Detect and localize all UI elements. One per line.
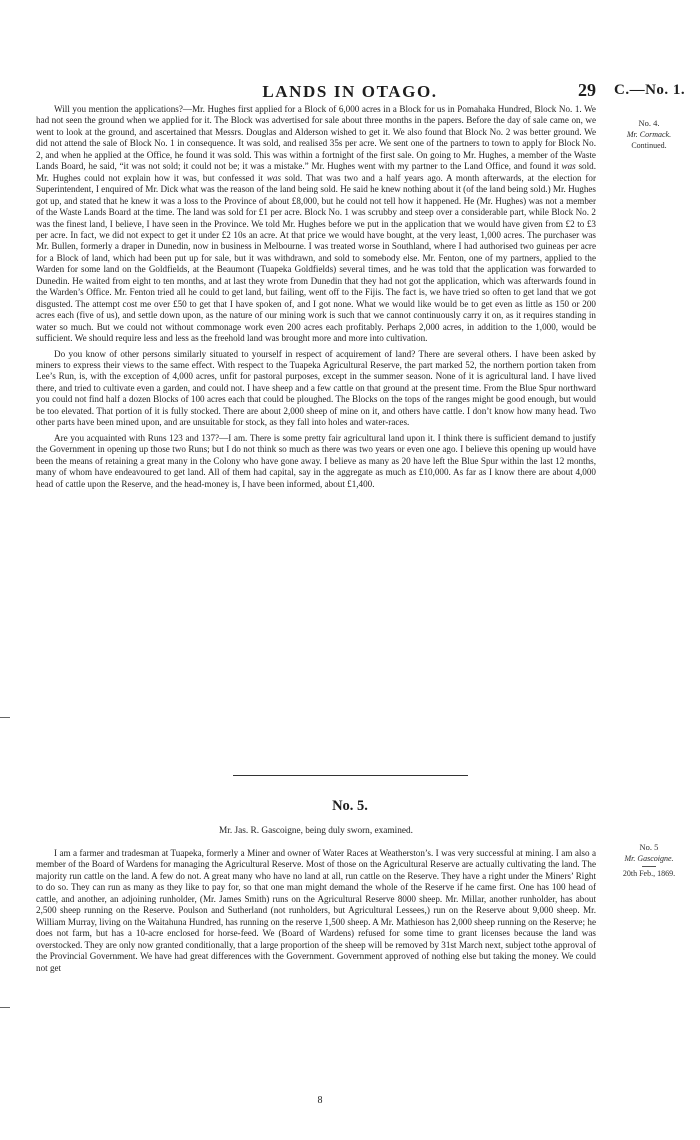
margin-note-witness-name: Mr. Gascoigne. bbox=[624, 854, 674, 863]
emphasis-text: was bbox=[561, 161, 576, 172]
testimony-paragraph bbox=[36, 349, 596, 429]
witness-intro: Mr. Jas. R. Gascoigne, being duly sworn, examined. bbox=[219, 826, 413, 836]
testimony-paragraph bbox=[36, 848, 596, 974]
margin-note-number: No. 4. bbox=[638, 118, 660, 128]
paragraph-text: Will you mention the applications?—Mr. Hughes first applied for a Block of 6,000 acres in a Block for us in Pomahaka Hundred, Block No. 1. We had not seen the ground when we applied for it. The Block was advertised for sale about three months in the papers. Before the day of sale came on, we went to look at the ground, and ascertained that Messrs. Douglas and Alderson wished to get it. We also found that Block No. 2 was better ground. We did not attend the sale of Block No. 1 in consequence. It was sold, and realised 35s per acre. We sent one of the partners to town to apply for Block No. 2, and when he applied at the Office, he found it was sold. This was within a fortnight of the first sale. On going to Mr. Hughes, a member of the Waste Lands Board, he said, “it was not sold; it could not be; it was a mistake.” Mr. Hughes went with my partner to the Land Office, and found it bbox=[36, 104, 596, 172]
section-divider bbox=[233, 775, 468, 776]
witness-4-testimony bbox=[36, 104, 596, 494]
paragraph-text: sold. That was two and a half years ago. A month afterwards, at the election for Superintendent, I enquired of Mr. Dick what was the reason of the land being sold. He said he knew nothing about it (of the land being sold.) Mr. Hughes got up, and stated that he knew it was a loss to the Province of about £8,000, but he could not tell how it happened. He (Mr. Hughes) was not a member of the Waste Lands Board at the time. The land was sold for £1 per acre. Block No. 1 was scrubby and steep over a considerable part, while Block No. 2 was the finest land, I believe, I have seen in the Province. We told Mr. Hughes before we put in the application that we would have given from £2 to £3 per acre. In fact, we did not expect to get it under £2 10s an acre. At that price we would have bought, at the very least, 1,000 acres. The purchaser was Mr. Bullen, formerly a draper in Dunedin, now in business in Melbourne. I was treated worse in Southland, where I had authorised two guineas per acre for a Block of land, which had been put up for sale, but it was withdrawn, and sold to somebody else. Mr. Fenton, one of my partners, applied to the Warden for some land on the Goldfields, at the Beaumont (Tuapeka Goldfields) several times, and he was told that the application was forwarded to Dunedin. He waited from eight to ten months, and at last they wrote from Dunedin that they had not got the application, which was afterwards found in the Warden’s Office. Mr. Fenton tried all he could to get land, but failing, went off to the Fijis. The fact is, we have tried so often to get land that we got disgusted. The attempt cost me over £50 to get that I have spoken of, and I got none. What we would like would be to get even as little as 150 or 200 acres each (five of us), and settle down upon, as the nature of our mining work is such that we cannot continuously carry it on, as it requires standing in water so much. But we could not without commonage work even 200 acres each profitably. Perhaps 2,000 acres, in addition to the 1,000, would be sufficient. We should require less and less as the freehold land was brought more and more into cultivation. bbox=[36, 172, 596, 344]
paragraph-text: Are you acquainted with Runs 123 and 137?—I am. There is some pretty fair agricultural land upon it. I think there is sufficient demand to justify the Government in opening up those two Runs; but I do not think so much as there was two years or even one ago. I believe this opening up would have been the means of retaining a great many in the Colony who have gone away. I believe as many as 20 have left the Blue Spur within the last 12 months, many of whom have endeavoured to get land. All of them had capital, say in the aggregate as much as £10,000. As far as I know there are about 4,000 head of cattle upon the Reserve, and the head-money is, I have been informed, about £1,400. bbox=[36, 432, 596, 489]
paragraph-text: Do you know of other persons similarly situated to yourself in respect of acquirement of land? There are several others. I have been asked by miners to express their views to the same effect. With respect to the Tuapeka Agricultural Reserve, the part marked 52, the northern portion taken from Lee’s Run, is, with the exception of 4,000 acres, unfit for pastoral purposes, except in the summer season. None of it is agricultural land. I have lived there, and tried to cultivate even a garden, and could not. I have sheep and a few cattle on that ground at the present time. From the Blue Spur northward you could not find half a dozen Blocks of 100 acres each that could be ploughed. The Blocks on the tops of the ranges might be good enough, but would be too elevated. That portion of it is fully stocked. There are about 2,000 sheep of mine on it, and others have cattle. I don’t know how many head. Two other parts have been mined upon, and are unsuitable for stock, as they fall into holes and water-races. bbox=[36, 348, 596, 428]
paragraph-text: sold. Mr. Hughes could not explain how it was, but confessed it bbox=[36, 161, 596, 183]
printer-signature-mark: 8 bbox=[317, 1095, 323, 1106]
testimony-paragraph bbox=[36, 433, 596, 490]
testimony-paragraph bbox=[36, 104, 596, 345]
page-number: 29 bbox=[578, 80, 596, 100]
page-edge-mark bbox=[0, 1007, 10, 1008]
witness-5-testimony bbox=[36, 848, 596, 978]
section-heading: No. 5. bbox=[332, 798, 368, 814]
margin-note-witness-name: Mr. Cormack. bbox=[626, 130, 672, 139]
margin-note-witness-4 bbox=[612, 118, 686, 151]
paragraph-text: I am a farmer and tradesman at Tuapeka, formerly a Miner and owner of Water Races at Weatherston’s. I was very successful at mining. I am also a member of the Board of Wardens for managing the Agricultural Reserve. Most of those on the Agricultural Reserve are actually cultivating the land. The majority run cattle on the land. A few do not. A great many who have no land at all, run cattle on the Reserve. They have a right under the Miners’ Right to do so. They can run as many as they like to pay for, so that one man might demand the whole of the Reserve if he came first. One has 100 head of cattle, and another, an adjoining runholder, (Mr. James Smith) runs on the Agricultural Reserve 8000 sheep. Mr. Millar, another runholder, has about 2,500 sheep running on the Reserve. Poulson and Sutherland (not runholders, but Agricultural Lessees,) run on the Reserve about 9,000 sheep. Mr. William Murray, living on the Waitahuna Hundred, has running on the reserve 1,500 sheep. A Mr. Mathieson has 2,000 sheep running on the Reserve; he does not farm, but has a 10-acre enclosed for horse-feed. We (Board of Wardens) refused for some time to grant licenses because the land was overstocked. They are only now granted conditionally, that a large proportion of the sheep will be removed by 31st March next, subject tothe approval of the Provincial Government. We have had great differences with the Government. Government approved of nothing else but taking the money. We could not get bbox=[36, 848, 596, 973]
margin-note-date: 20th Feb., 1869. bbox=[622, 869, 676, 878]
margin-note-witness-5 bbox=[612, 842, 686, 879]
paper-reference: C.—No. 1. bbox=[614, 82, 686, 98]
margin-note-rule bbox=[642, 866, 656, 867]
emphasis-text: was bbox=[266, 172, 282, 183]
margin-note-number: No. 5 bbox=[639, 842, 659, 852]
page-edge-mark bbox=[0, 717, 10, 718]
margin-note-continued: Continued. bbox=[631, 141, 667, 150]
page-title: LANDS IN OTAGO. bbox=[262, 82, 438, 101]
